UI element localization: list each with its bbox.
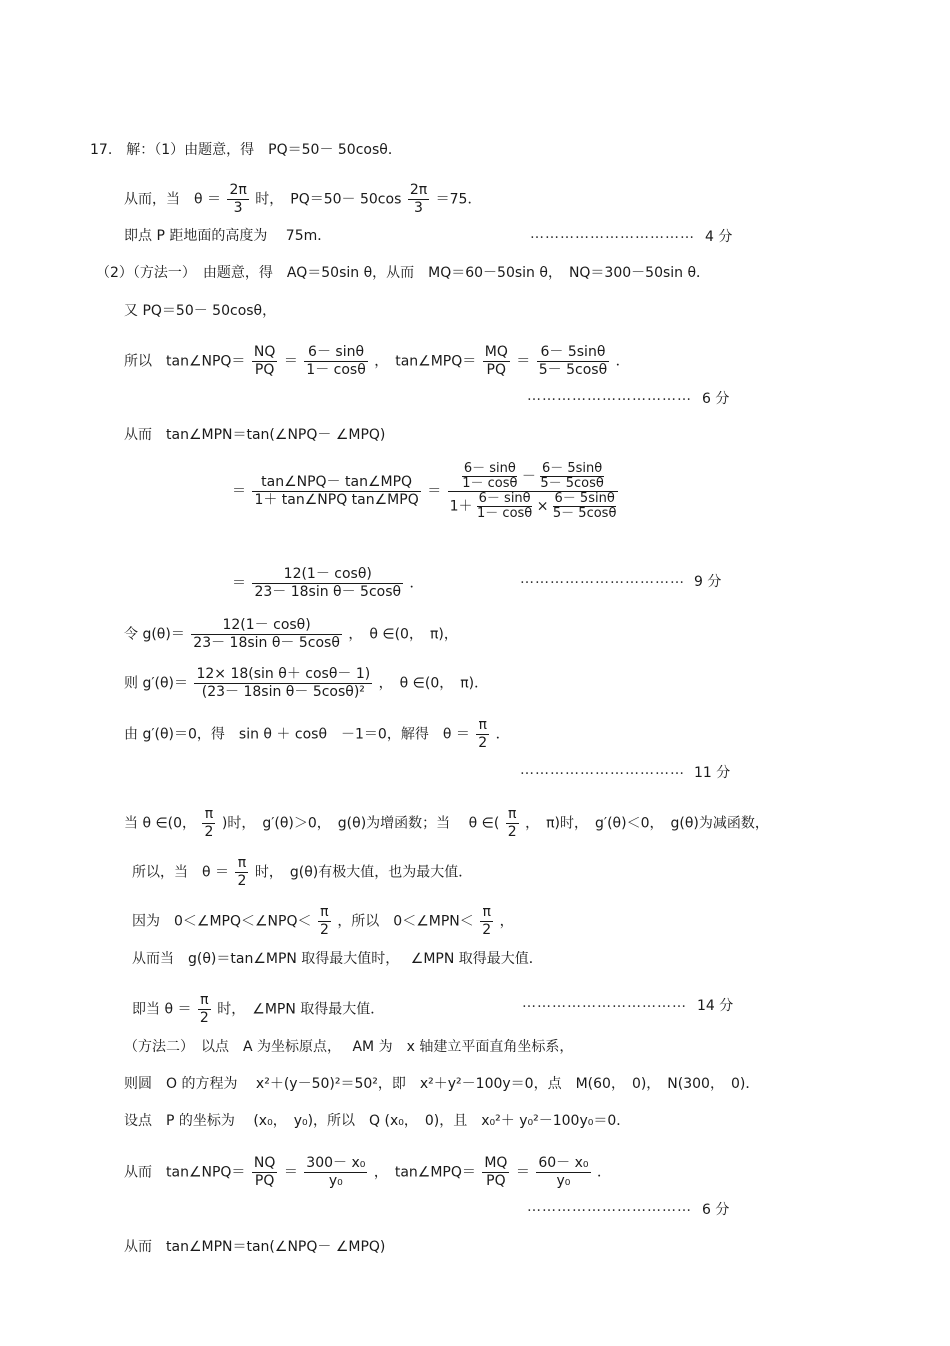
text-segment: ＝75．	[435, 191, 482, 208]
circle-equation-line: 则圆 O 的方程为 x²＋(y－50)²＝50²，即 x²＋y²－100y＝0，点 M(60， 0)， N(300， 0)．	[124, 1076, 760, 1092]
fraction-12-cos: $\frac{12(1- \cos\theta)}{\text{23－ 18sin θ－ 5cosθ}}$	[193, 617, 340, 651]
fraction-6-sin: $\frac{6- \sin\theta}{1- \cos\theta}$	[306, 344, 366, 378]
tan-mpn-line: 从而 tan∠MPN＝tan(∠NPQ－ ∠MPQ)	[124, 427, 386, 443]
score-14: 14 分	[697, 998, 734, 1014]
fraction-pi-2: $\frac{\pi}{2}$	[204, 806, 214, 840]
compound-fraction: $\frac{6- \sin\theta}{1- \cos\theta}$ － $\frac{6- 5\sin\theta}{5- 5\cos\theta}$ 1＋ $\frac{6- \sin\theta}{1- \cos\theta}$ × $\frac{6- 5\sin\theta}{5- 5\cos\theta}$	[449, 461, 617, 521]
score-6: 6 分	[702, 391, 730, 407]
fraction-6-sin: $\frac{6- \sin\theta}{1- \cos\theta}$	[462, 461, 518, 491]
fraction-pi-2: $\frac{\pi}{2}$	[482, 904, 492, 938]
fraction-mq-pq: $\frac{MQ}{PQ}$	[484, 344, 508, 378]
fraction-6-5sin: $\frac{6- 5\sin\theta}{5- 5\cos\theta}$	[540, 461, 604, 491]
g-theta-definition: 令 g(θ)＝ $\frac{12(1- \cos\theta)}{\text{23－ 18sin θ－ 5cosθ}}$ ， θ ∈(0， π)，	[124, 617, 458, 651]
fraction-2pi-3: $\frac{2\pi}{3}$	[409, 182, 428, 216]
fraction-6-5sin: $\frac{6- 5\sin\theta}{5- 5\cos\theta}$	[538, 344, 608, 378]
text-segment: 从而，当 θ ＝	[124, 191, 222, 208]
maximum-line: 所以，当 θ ＝ $\frac{\pi}{2}$ 时， g(θ)有极大值，也为最大值．	[132, 855, 473, 889]
coordinate-tan-line: 从而 tan∠NPQ＝ $\frac{NQ}{PQ}$ ＝ $\frac{\text{300－ x₀}}{\text{y₀}}$ ， tan∠MPQ＝ $\frac{MQ}{PQ}$ ＝ $\frac{\text{60－ x₀}}{\text{y₀}}$ ．	[124, 1155, 611, 1189]
height-conclusion: 即点 P 距地面的高度为 75m．	[124, 228, 332, 244]
fraction-tan-difference: tan∠NPQ－ tan∠MPQ 1＋ tan∠NPQ tan∠MPQ	[254, 474, 419, 508]
score-11: 11 分	[694, 765, 731, 781]
point-p-coordinates: 设点 P 的坐标为 (x₀， y₀)，所以 Q (x₀， 0)，且 x₀²＋ y₀²－100y₀＝0．	[124, 1113, 631, 1129]
solution-part1-line: 17. 解：（1）由题意，得 PQ＝50－ 50cosθ．	[90, 142, 402, 158]
fraction-6-sin: $\frac{6- \sin\theta}{1- \cos\theta}$	[477, 491, 533, 521]
tan-mpn-line: 从而 tan∠MPN＝tan(∠NPQ－ ∠MPQ)	[124, 1239, 386, 1255]
score-6: 6 分	[702, 1202, 730, 1218]
fraction-derivative: $\frac{\text{12× 18(sin θ＋ cosθ－ 1)}}{\text{(23－ 18sin θ－ 5cosθ)²}}$	[196, 666, 371, 700]
fraction-mq-pq: $\frac{MQ}{PQ}$	[484, 1155, 508, 1189]
fraction-nq-pq: $\frac{NQ}{PQ}$	[253, 344, 276, 378]
simplified-result: ＝ $\frac{12(1- \cos\theta)}{\text{23－ 18sin θ－ 5cosθ}}$ ．	[232, 566, 424, 600]
text-segment: 时， PQ＝50－ 50cos	[255, 191, 402, 208]
pq-expression: 又 PQ＝50－ 50cosθ，	[124, 303, 277, 319]
fraction-pi-2: $\frac{\pi}{2}$	[478, 717, 488, 751]
score-leader-dots: ……………………………	[522, 995, 687, 1011]
final-conclusion: 即当 θ ＝ $\frac{\pi}{2}$ 时， ∠MPN 取得最大值．	[132, 992, 385, 1026]
score-leader-dots: ……………………………	[527, 388, 692, 404]
angle-range-line: 因为 0＜∠MPQ＜∠NPQ＜ $\frac{\pi}{2}$ ，所以 0＜∠MPN＜ $\frac{\pi}{2}$ ，	[132, 904, 514, 938]
fraction-nq-pq: $\frac{NQ}{PQ}$	[253, 1155, 276, 1189]
mpn-max-reason: 从而当 g(θ)＝tan∠MPN 取得最大值时， ∠MPN 取得最大值．	[132, 951, 543, 967]
score-9: 9 分	[694, 574, 722, 590]
score-leader-dots: ……………………………	[530, 226, 695, 242]
fraction-pi-2: $\frac{\pi}{2}$	[237, 855, 247, 889]
fraction-pi-2: $\frac{\pi}{2}$	[319, 904, 329, 938]
critical-point-line: 由 g′(θ)＝0，得 sin θ ＋ cosθ －1＝0，解得 θ ＝ $\frac{\pi}{2}$ ．	[124, 717, 510, 751]
fraction-2pi-3: $\frac{2\pi}{3}$	[229, 182, 247, 216]
score-4: 4 分	[705, 229, 733, 245]
theta-substitution-line	[124, 182, 481, 217]
fraction-300-x0: $\frac{\text{300－ x₀}}{\text{y₀}}$	[306, 1155, 366, 1189]
score-leader-dots: ……………………………	[520, 762, 685, 778]
fraction-6-5sin: $\frac{6- 5\sin\theta}{5- 5\cos\theta}$	[552, 491, 617, 521]
method1-intro: （2）（方法一） 由题意，得 AQ＝50sin θ，从而 MQ＝60－50sin θ， NQ＝300－50sin θ．	[96, 265, 711, 281]
score-leader-dots: ……………………………	[527, 1199, 692, 1215]
tan-difference-formula: ＝ tan∠NPQ－ tan∠MPQ 1＋ tan∠NPQ tan∠MPQ ＝ $\frac{6- \sin\theta}{1- \cos\theta}$ － $\frac{6- 5\sin\theta}{5- 5\cos\theta}$ 1＋ $\frac{6- \sin\theta}{1- \cos\theta}$ × $\frac{6- 5\sin\theta}{5- 5\cos\theta}$	[232, 461, 617, 521]
method2-intro: （方法二） 以点 A 为坐标原点， AM 为 x 轴建立平面直角坐标系，	[124, 1039, 574, 1055]
monotonicity-line: 当 θ ∈(0， $\frac{\pi}{2}$ )时， g′(θ)＞0， g(θ)为增函数；当 θ ∈( $\frac{\pi}{2}$ ， π)时， g′(θ)＜0， g(θ)为减函数，	[124, 806, 769, 840]
fraction-60-x0: $\frac{\text{60－ x₀}}{\text{y₀}}$	[538, 1155, 589, 1189]
fraction-pi-2: $\frac{\pi}{2}$	[199, 992, 209, 1026]
tan-npq-mpq-line: 所以 tan∠NPQ＝ $\frac{NQ}{PQ}$ ＝ $\frac{6- \sin\theta}{1- \cos\theta}$ ， tan∠MPQ＝ $\frac{MQ}{PQ}$ ＝ $\frac{6- 5\sin\theta}{5- 5\cos\theta}$ ．	[124, 344, 630, 378]
fraction-pi-2: $\frac{\pi}{2}$	[507, 806, 517, 840]
fraction-12-cos: $\frac{12(1- \cos\theta)}{\text{23－ 18sin θ－ 5cosθ}}$	[254, 566, 402, 600]
g-derivative: 则 g′(θ)＝ $\frac{\text{12× 18(sin θ＋ cosθ－ 1)}}{\text{(23－ 18sin θ－ 5cosθ)²}}$ ， θ ∈(0， π)．	[124, 666, 489, 700]
score-leader-dots: ……………………………	[520, 571, 685, 587]
